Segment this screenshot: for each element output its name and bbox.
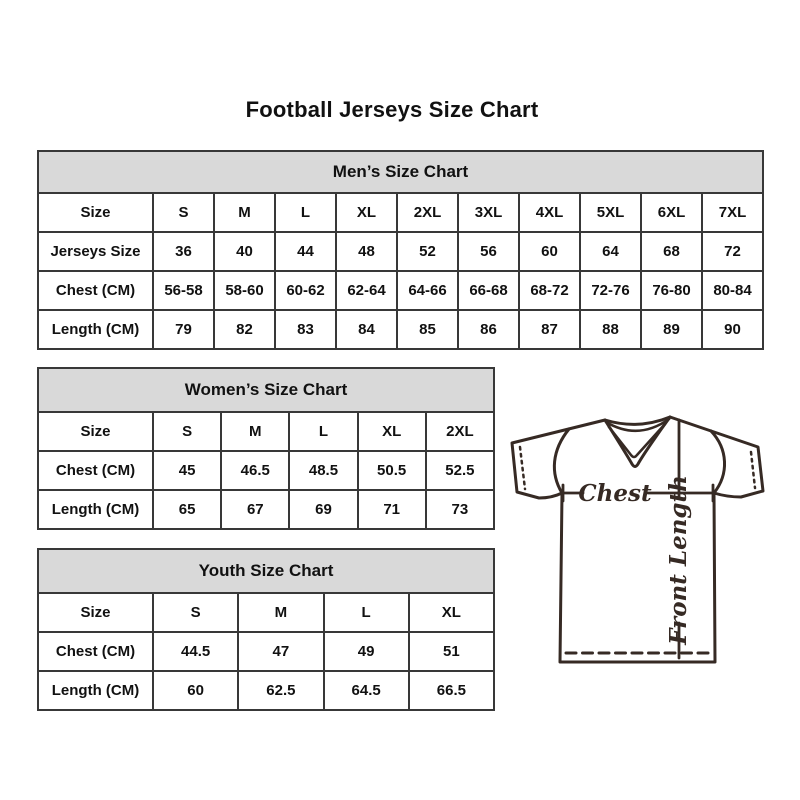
size-cell: 36 <box>153 232 214 271</box>
size-cell: 48 <box>336 232 397 271</box>
table-title: Youth Size Chart <box>38 549 494 593</box>
size-cell: M <box>238 593 323 632</box>
size-cell: 64.5 <box>324 671 409 710</box>
size-cell: 48.5 <box>289 451 357 490</box>
size-cell: 85 <box>397 310 458 349</box>
size-cell: L <box>275 193 336 232</box>
jersey-diagram-svg <box>505 405 775 675</box>
size-cell: 52 <box>397 232 458 271</box>
row-label: Length (CM) <box>38 490 153 529</box>
size-cell: M <box>214 193 275 232</box>
size-cell: 65 <box>153 490 221 529</box>
size-cell: 2XL <box>426 412 494 451</box>
size-cell: 56 <box>458 232 519 271</box>
size-cell: 76-80 <box>641 271 702 310</box>
size-cell: 86 <box>458 310 519 349</box>
size-cell: 69 <box>289 490 357 529</box>
size-cell: XL <box>358 412 426 451</box>
size-cell: 68-72 <box>519 271 580 310</box>
table-row <box>38 232 763 271</box>
table-title: Men’s Size Chart <box>38 151 763 193</box>
youth-size-table <box>37 548 495 711</box>
size-cell: 47 <box>238 632 323 671</box>
size-cell: 49 <box>324 632 409 671</box>
row-label: Chest (CM) <box>38 271 153 310</box>
row-label: Size <box>38 193 153 232</box>
size-cell: 66.5 <box>409 671 494 710</box>
chest-label: Chest <box>578 480 652 507</box>
size-cell: L <box>289 412 357 451</box>
size-cell: 72-76 <box>580 271 641 310</box>
size-cell: 82 <box>214 310 275 349</box>
table-title: Women’s Size Chart <box>38 368 494 412</box>
size-cell: 80-84 <box>702 271 763 310</box>
size-cell: XL <box>409 593 494 632</box>
table-row <box>38 193 763 232</box>
size-cell: 56-58 <box>153 271 214 310</box>
table-row <box>38 451 494 490</box>
size-cell: 51 <box>409 632 494 671</box>
size-cell: 83 <box>275 310 336 349</box>
size-cell: 62-64 <box>336 271 397 310</box>
womens-size-table <box>37 367 495 530</box>
size-cell: 67 <box>221 490 289 529</box>
jersey-measurement-diagram <box>505 405 775 675</box>
size-cell: 73 <box>426 490 494 529</box>
size-cell: 64 <box>580 232 641 271</box>
size-cell: 62.5 <box>238 671 323 710</box>
size-cell: 50.5 <box>358 451 426 490</box>
row-label: Size <box>38 412 153 451</box>
size-cell: 71 <box>358 490 426 529</box>
size-cell: 60 <box>519 232 580 271</box>
size-cell: 46.5 <box>221 451 289 490</box>
size-cell: 64-66 <box>397 271 458 310</box>
size-cell: XL <box>336 193 397 232</box>
size-cell: M <box>221 412 289 451</box>
size-cell: 58-60 <box>214 271 275 310</box>
size-cell: 44 <box>275 232 336 271</box>
mens-size-table <box>37 150 764 350</box>
row-label: Chest (CM) <box>38 451 153 490</box>
size-cell: 72 <box>702 232 763 271</box>
size-cell: 87 <box>519 310 580 349</box>
row-label: Chest (CM) <box>38 632 153 671</box>
size-cell: 90 <box>702 310 763 349</box>
front-length-label: Front Length <box>665 475 692 645</box>
row-label: Length (CM) <box>38 310 153 349</box>
size-cell: 88 <box>580 310 641 349</box>
size-cell: L <box>324 593 409 632</box>
row-label: Length (CM) <box>38 671 153 710</box>
size-cell: 7XL <box>702 193 763 232</box>
size-cell: 5XL <box>580 193 641 232</box>
size-cell: 40 <box>214 232 275 271</box>
row-label: Jerseys Size <box>38 232 153 271</box>
size-cell: 4XL <box>519 193 580 232</box>
size-cell: 44.5 <box>153 632 238 671</box>
page-title: Football Jerseys Size Chart <box>245 97 539 122</box>
size-cell: 89 <box>641 310 702 349</box>
size-cell: 79 <box>153 310 214 349</box>
table-row <box>38 412 494 451</box>
size-cell: 52.5 <box>426 451 494 490</box>
size-cell: 2XL <box>397 193 458 232</box>
size-cell: 45 <box>153 451 221 490</box>
size-cell: S <box>153 593 238 632</box>
table-row <box>38 632 494 671</box>
size-cell: 3XL <box>458 193 519 232</box>
size-cell: 84 <box>336 310 397 349</box>
size-cell: 60 <box>153 671 238 710</box>
table-row <box>38 490 494 529</box>
table-row <box>38 310 763 349</box>
size-cell: 66-68 <box>458 271 519 310</box>
table-row <box>38 271 763 310</box>
size-cell: 60-62 <box>275 271 336 310</box>
table-row <box>38 593 494 632</box>
table-row <box>38 671 494 710</box>
size-cell: S <box>153 412 221 451</box>
size-cell: 68 <box>641 232 702 271</box>
size-cell: 6XL <box>641 193 702 232</box>
size-cell: S <box>153 193 214 232</box>
row-label: Size <box>38 593 153 632</box>
